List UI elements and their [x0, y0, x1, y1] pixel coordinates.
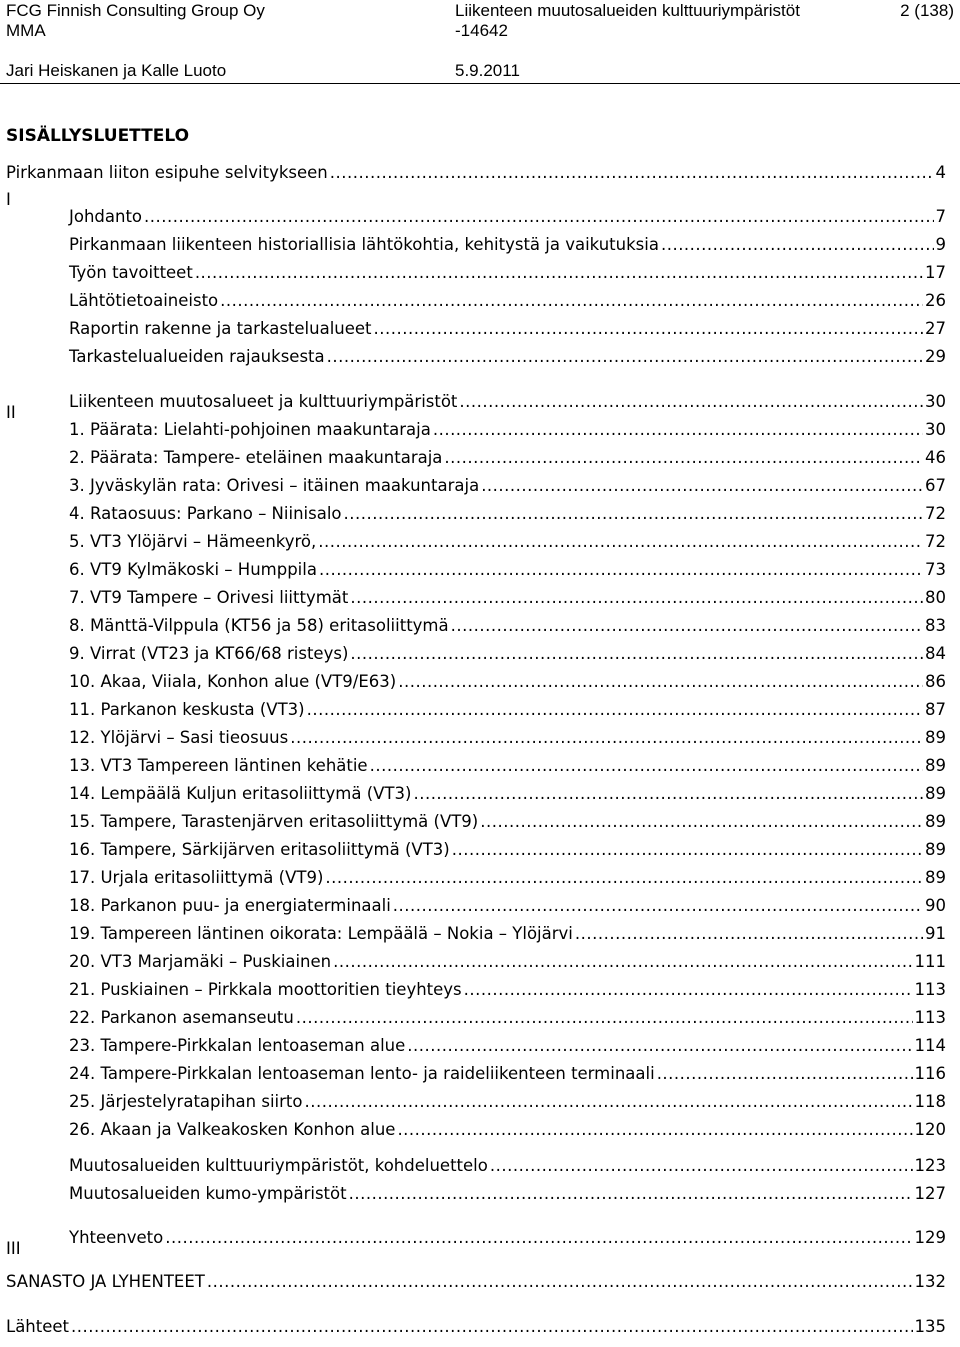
- toc-entry-page: 9: [935, 235, 946, 254]
- toc-entry[interactable]: [69, 317, 946, 341]
- toc-entry[interactable]: [69, 418, 946, 442]
- toc-entry[interactable]: [69, 894, 946, 918]
- toc-entry[interactable]: [69, 345, 946, 369]
- toc-entry[interactable]: [69, 782, 946, 806]
- toc-entry-label: Tarkastelualueiden rajauksesta: [69, 347, 325, 366]
- dot-leader: [144, 205, 933, 229]
- dot-leader: [325, 866, 923, 890]
- toc-entry-label: Pirkanmaan liiton esipuhe selvitykseen: [6, 163, 328, 182]
- dot-leader: [433, 418, 923, 442]
- toc-entry-label: 9. Virrat (VT23 ja KT66/68 risteys): [69, 644, 349, 663]
- dot-leader: [318, 530, 923, 554]
- toc-title: SISÄLLYSLUETTELO: [6, 126, 190, 146]
- dot-leader: [490, 1154, 913, 1178]
- toc-entry-page: 72: [925, 504, 946, 523]
- toc-entry-page: 7: [935, 207, 946, 226]
- toc-entry-page: 91: [925, 924, 946, 943]
- toc-entry-label: Muutosalueiden kulttuuriympäristöt, kohdeluettelo: [69, 1156, 488, 1175]
- toc-entry[interactable]: [69, 1090, 946, 1114]
- company-name: FCG Finnish Consulting Group Oy: [6, 1, 265, 20]
- toc-entry-label: 8. Mänttä-Vilppula (KT56 ja 58) eritasoliittymä: [69, 616, 449, 635]
- toc-entry-label: 21. Puskiainen – Pirkkala moottoritien tieyhteys: [69, 980, 462, 999]
- toc-entry-label: SANASTO JA LYHENTEET: [6, 1272, 205, 1291]
- toc-entry-page: 17: [925, 263, 946, 282]
- report-title: Liikenteen muutosalueiden kulttuuriympäristöt: [455, 1, 800, 20]
- toc-entry[interactable]: [69, 1062, 946, 1086]
- toc-entry-page: 90: [925, 896, 946, 915]
- toc-entry-page: 111: [914, 952, 946, 971]
- toc-entry-label: 25. Järjestelyratapihan siirto: [69, 1092, 303, 1111]
- toc-entry-page: 87: [925, 700, 946, 719]
- dot-leader: [290, 726, 923, 750]
- dot-leader: [165, 1226, 912, 1250]
- toc-entry-label: 23. Tampere-Pirkkalan lentoaseman alue: [69, 1036, 406, 1055]
- toc-entry-page: 29: [925, 347, 946, 366]
- toc-entry-label: 5. VT3 Ylöjärvi – Hämeenkyrö,: [69, 532, 317, 551]
- toc-entry-label: 1. Päärata: Lielahti-pohjoinen maakuntaraja: [69, 420, 431, 439]
- toc-entry[interactable]: [69, 642, 946, 666]
- toc-entry-label: 7. VT9 Tampere – Orivesi liittymät: [69, 588, 349, 607]
- dot-leader: [370, 754, 923, 778]
- toc-entry-label: Muutosalueiden kumo-ympäristöt: [69, 1184, 347, 1203]
- toc-entry-page: 80: [925, 588, 946, 607]
- dot-leader: [296, 1006, 913, 1030]
- toc-entry-page: 120: [914, 1120, 946, 1139]
- dot-leader: [657, 1062, 913, 1086]
- toc-entry[interactable]: [69, 670, 946, 694]
- toc-entry[interactable]: [69, 390, 946, 414]
- toc-entry-label: 19. Tampereen läntinen oikorata: Lempäälä – Nokia – Ylöjärvi: [69, 924, 573, 943]
- toc-entry[interactable]: [69, 1118, 946, 1142]
- toc-entry-label: Työn tavoitteet: [69, 263, 193, 282]
- toc-entry-page: 30: [925, 392, 946, 411]
- toc-entry-page: 116: [914, 1064, 946, 1083]
- dot-leader: [195, 261, 923, 285]
- dot-leader: [374, 317, 923, 341]
- toc-entry-page: 89: [925, 868, 946, 887]
- toc-entry-label: Lähteet: [6, 1317, 70, 1336]
- toc-entry-label: 15. Tampere, Tarastenjärven eritasoliittymä (VT9): [69, 812, 479, 831]
- toc-entry[interactable]: [69, 1226, 946, 1250]
- dot-leader: [71, 1315, 912, 1339]
- toc-entry-label: Johdanto: [69, 207, 143, 226]
- toc-entry-page: 27: [925, 319, 946, 338]
- toc-entry[interactable]: [69, 726, 946, 750]
- toc-entry-page: 84: [925, 644, 946, 663]
- toc-entry-label: 10. Akaa, Viiala, Konhon alue (VT9/E63): [69, 672, 397, 691]
- toc-entry-page: 89: [925, 812, 946, 831]
- toc-entry-label: Liikenteen muutosalueet ja kulttuuriympäristöt: [69, 392, 458, 411]
- toc-entry-label: 14. Lempäälä Kuljun eritasoliittymä (VT3): [69, 784, 412, 803]
- toc-entry-page: 86: [925, 672, 946, 691]
- toc-entry-label: 20. VT3 Marjamäki – Puskiainen: [69, 952, 332, 971]
- toc-entry[interactable]: [69, 530, 946, 554]
- dot-leader: [349, 1182, 913, 1206]
- toc-entry-page: 89: [925, 784, 946, 803]
- toc-entry-label: Yhteenveto: [69, 1228, 164, 1247]
- toc-entry-label: 26. Akaan ja Valkeakosken Konhon alue: [69, 1120, 396, 1139]
- toc-entry[interactable]: [69, 233, 946, 257]
- toc-entry-page: 132: [914, 1272, 946, 1291]
- toc-entry-label: Pirkanmaan liikenteen historiallisia lähtökohtia, kehitystä ja vaikutuksia: [69, 235, 659, 254]
- toc-entry-label: 18. Parkanon puu- ja energiaterminaali: [69, 896, 391, 915]
- page-number: 2 (138): [900, 1, 954, 20]
- toc-entry-label: 2. Päärata: Tampere- eteläinen maakuntaraja: [69, 448, 443, 467]
- toc-entry-page: 113: [914, 1008, 946, 1027]
- dot-leader: [661, 233, 934, 257]
- dot-leader: [464, 978, 913, 1002]
- toc-entry-page: 72: [925, 532, 946, 551]
- dot-leader: [344, 502, 924, 526]
- part-number-3: III: [6, 1239, 21, 1258]
- toc-entry[interactable]: [69, 810, 946, 834]
- toc-entry[interactable]: [69, 950, 946, 974]
- dot-leader: [452, 838, 923, 862]
- dot-leader: [333, 950, 912, 974]
- toc-entry[interactable]: [69, 502, 946, 526]
- toc-entry-label: 11. Parkanon keskusta (VT3): [69, 700, 305, 719]
- unit-name: MMA: [6, 21, 46, 40]
- toc-entry-label: 17. Urjala eritasoliittymä (VT9): [69, 868, 324, 887]
- toc-entry-page: 127: [914, 1184, 946, 1203]
- toc-entry-page: 89: [925, 728, 946, 747]
- toc-entry[interactable]: [69, 838, 946, 862]
- toc-entry-page: 26: [925, 291, 946, 310]
- toc-entry[interactable]: [69, 586, 946, 610]
- toc-entry[interactable]: [69, 1034, 946, 1058]
- toc-entry[interactable]: [69, 261, 946, 285]
- toc-entry[interactable]: [6, 1270, 946, 1294]
- dot-leader: [397, 1118, 912, 1142]
- toc-entry-page: 46: [925, 448, 946, 467]
- toc-entry[interactable]: [69, 614, 946, 638]
- dot-leader: [480, 810, 923, 834]
- toc-entry-page: 4: [935, 163, 946, 182]
- toc-entry[interactable]: [6, 161, 946, 185]
- toc-entry-page: 118: [914, 1092, 946, 1111]
- toc-entry-page: 113: [914, 980, 946, 999]
- toc-entry-label: 3. Jyväskylän rata: Orivesi – itäinen maakuntaraja: [69, 476, 480, 495]
- toc-entry-page: 67: [925, 476, 946, 495]
- toc-entry-page: 89: [925, 840, 946, 859]
- dot-leader: [330, 161, 934, 185]
- toc-entry-page: 129: [914, 1228, 946, 1247]
- part-number-1: I: [6, 190, 11, 209]
- part-number-2: II: [6, 403, 16, 422]
- toc-entry-label: 12. Ylöjärvi – Sasi tieosuus: [69, 728, 289, 747]
- toc-entry-label: 16. Tampere, Särkijärven eritasoliittymä (VT3): [69, 840, 450, 859]
- dot-leader: [304, 1090, 912, 1114]
- dot-leader: [207, 1270, 913, 1294]
- toc-entry[interactable]: [69, 289, 946, 313]
- toc-entry-label: 24. Tampere-Pirkkalan lentoaseman lento- ja raideliikenteen terminaali: [69, 1064, 655, 1083]
- report-date: 5.9.2011: [455, 61, 520, 80]
- toc-entry[interactable]: [69, 446, 946, 470]
- toc-entry[interactable]: [69, 698, 946, 722]
- report-number: -14642: [455, 21, 508, 40]
- toc-entry[interactable]: [69, 754, 946, 778]
- toc-entry-label: Lähtötietoaineisto: [69, 291, 219, 310]
- dot-leader: [451, 614, 923, 638]
- authors: Jari Heiskanen ja Kalle Luoto: [6, 61, 227, 80]
- toc-entry-label: 13. VT3 Tampereen läntinen kehätie: [69, 756, 368, 775]
- dot-leader: [393, 894, 923, 918]
- dot-leader: [481, 474, 923, 498]
- toc-entry-label: 6. VT9 Kylmäkoski – Humppila: [69, 560, 317, 579]
- toc-entry[interactable]: [69, 205, 946, 229]
- toc-entry[interactable]: [6, 1315, 946, 1339]
- toc-entry[interactable]: [69, 978, 946, 1002]
- toc-entry-page: 83: [925, 616, 946, 635]
- toc-entry[interactable]: [69, 866, 946, 890]
- dot-leader: [319, 558, 923, 582]
- toc-entry[interactable]: [69, 1154, 946, 1178]
- dot-leader: [407, 1034, 912, 1058]
- toc-entry-page: 123: [914, 1156, 946, 1175]
- dot-leader: [413, 782, 923, 806]
- toc-entry-page: 73: [925, 560, 946, 579]
- toc-entry-page: 135: [914, 1317, 946, 1336]
- toc-entry[interactable]: [69, 558, 946, 582]
- toc-entry-page: 114: [914, 1036, 946, 1055]
- dot-leader: [398, 670, 923, 694]
- dot-leader: [350, 586, 923, 610]
- toc-entry-label: Raportin rakenne ja tarkastelualueet: [69, 319, 372, 338]
- toc-entry[interactable]: [69, 474, 946, 498]
- dot-leader: [327, 345, 923, 369]
- dot-leader: [350, 642, 923, 666]
- dot-leader: [575, 922, 923, 946]
- toc-entry-label: 4. Rataosuus: Parkano – Niinisalo: [69, 504, 342, 523]
- toc-entry-label: 22. Parkanon asemanseutu: [69, 1008, 294, 1027]
- toc-entry-page: 89: [925, 756, 946, 775]
- dot-leader: [444, 446, 923, 470]
- toc-entry[interactable]: [69, 1182, 946, 1206]
- toc-entry[interactable]: [69, 922, 946, 946]
- dot-leader: [307, 698, 923, 722]
- toc-entry-page: 30: [925, 420, 946, 439]
- dot-leader: [220, 289, 923, 313]
- toc-entry[interactable]: [69, 1006, 946, 1030]
- dot-leader: [459, 390, 923, 414]
